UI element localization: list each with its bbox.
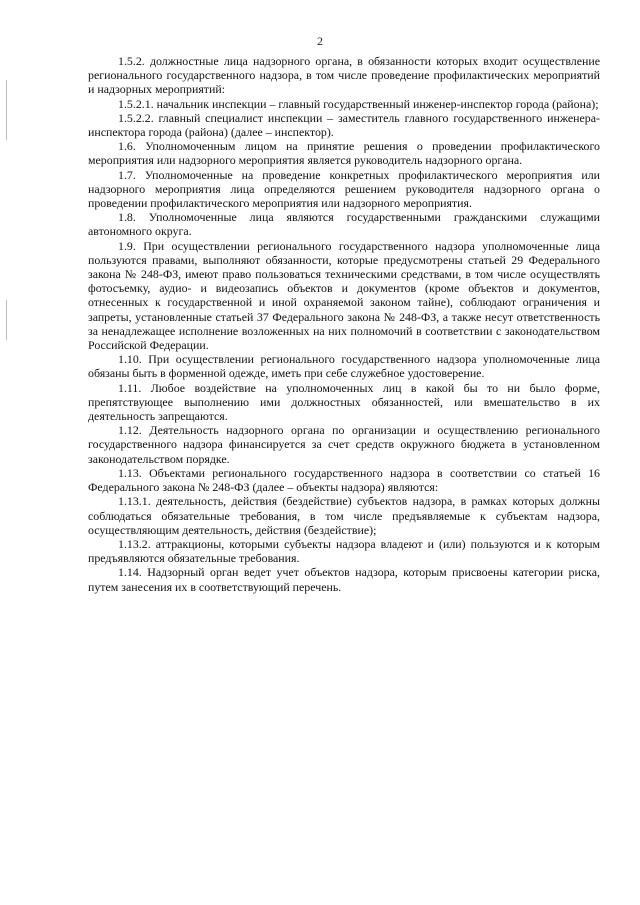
paragraph-1-12: 1.12. Деятельность надзорного органа по организации и осуществлению регионального государственного надзора финансируется за счет средств окружного бюджета в установленном законодательством порядке.	[88, 423, 600, 466]
document-body	[88, 54, 600, 594]
page-number: 2	[317, 34, 323, 48]
paragraph-1-5-2-1: 1.5.2.1. начальник инспекции – главный государственный инженер-инспектор города (района);	[118, 96, 599, 111]
paragraph-1-14: 1.14. Надзорный орган ведет учет объектов надзора, которым присвоены категории риска, путем занесения их в соответствующий перечень.	[88, 565, 600, 594]
paragraph-1-8: 1.8. Уполномоченные лица являются государственными гражданскими служащими автономного округа.	[88, 210, 600, 239]
paragraph-1-11: 1.11. Любое воздействие на уполномоченных лиц в какой бы то ни было форме, препятствующее выполнению ими должностных обязанностей, или вмешательство в их деятельность запрещаются.	[88, 380, 600, 424]
paragraph-1-7: 1.7. Уполномоченные на проведение конкретных профилактического мероприятия или надзорного мероприятия лица определяются решением руководителя надзорного органа о проведении профилактического мероприятия или надзорного мероприятия.	[88, 167, 600, 211]
paragraph-1-6: 1.6. Уполномоченным лицом на принятие решения о проведении профилактического мероприятия или надзорного мероприятия является руководитель надзорного органа.	[88, 139, 600, 168]
paragraph-1-13: 1.13. Объектами регионального государственного надзора в соответствии со статьей 16 Федерального закона № 248-ФЗ (далее – объекты надзора) являются:	[88, 465, 600, 495]
paragraph-1-5-2: 1.5.2. должностные лица надзорного органа, в обязанности которых входит осуществление регионального государственного надзора, в том числе проведение профилактических мероприятий и надзорных мероприятий:	[88, 54, 600, 97]
paragraph-1-13-1: 1.13.1. деятельность, действия (бездействие) субъектов надзора, в рамках которых должны соблюдаться обязательные требования, в том числе предъявляемые к субъектам надзора, осуществляющим деятельность, действия (бездействие);	[88, 494, 600, 537]
scan-edge-mark	[6, 80, 7, 140]
paragraph-1-9: 1.9. При осуществлении регионального государственного надзора уполномоченные лица пользуются правами, выполняют обязанности, которые предусмотрены статьей 29 Федерального закона № 248-ФЗ, имеют право пользоваться техническими средствами, в том числе осуществлять фотосъемку, аудио- и видеозапись объектов и документов (кроме объектов и документов, отнесенных к государственной и иной охраняемой законом тайне), соблюдают ограничения и запреты, установленные статьей 37 Федерального закона № 248-ФЗ, а также несут ответственность за ненадлежащее исполнение возложенных на них полномочий в соответствии с законодательством Российской Федерации.	[88, 238, 600, 353]
paragraph-1-10: 1.10. При осуществлении регионального государственного надзора уполномоченные лица обязаны быть в форменной одежде, иметь при себе служебное удостоверение.	[88, 352, 600, 381]
scan-edge-mark	[6, 300, 7, 340]
paragraph-1-13-2: 1.13.2. аттракционы, которыми субъекты надзора владеют и (или) пользуются и к которым предъявляются обязательные требования.	[88, 536, 600, 566]
paragraph-1-5-2-2: 1.5.2.2. главный специалист инспекции – заместитель главного государственного инженера-инспектора города (района) (далее – инспектор).	[88, 110, 600, 140]
